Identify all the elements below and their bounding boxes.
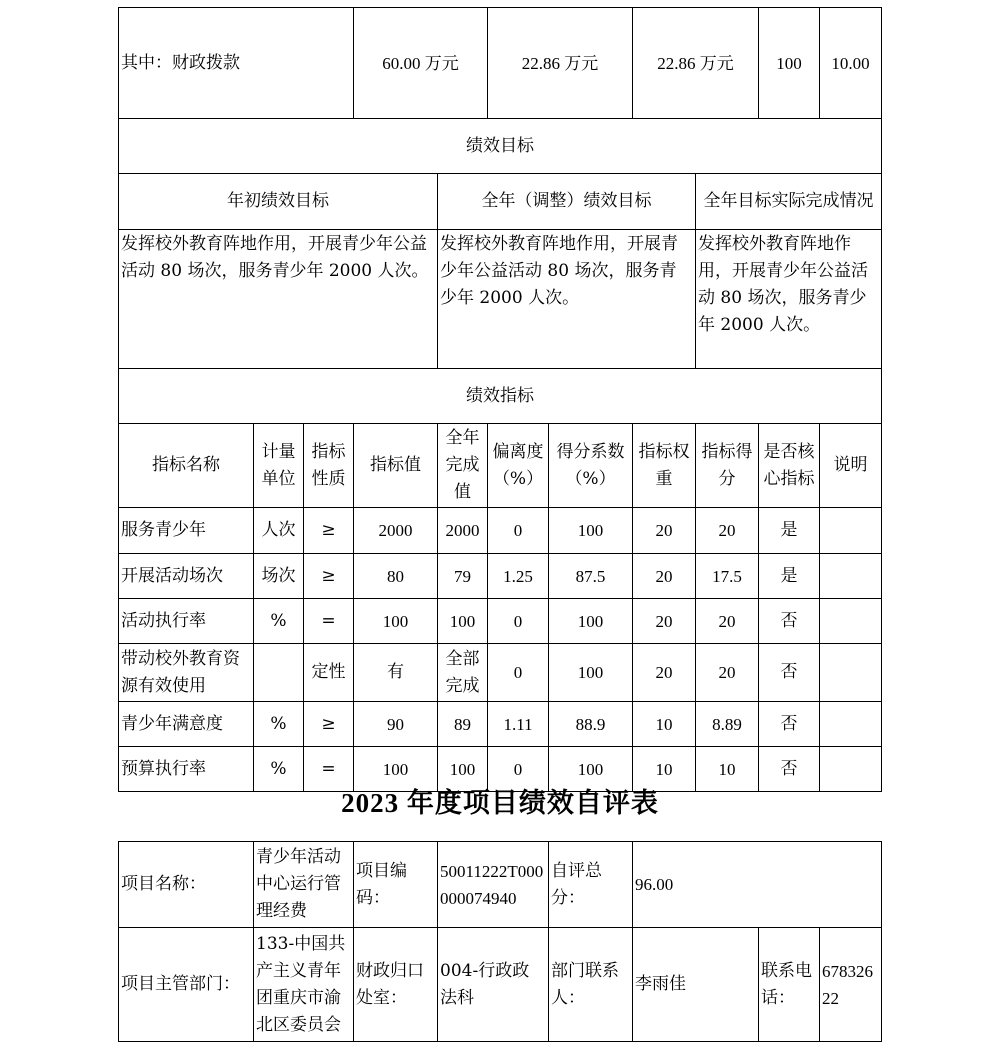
self-score-label: 自评总分： bbox=[549, 842, 633, 928]
indicator-score: 8.89 bbox=[696, 702, 759, 747]
header-core-indicator: 是否核心指标 bbox=[759, 424, 820, 508]
indicator-coefficient: 100 bbox=[549, 508, 633, 554]
indicator-actual: 100 bbox=[438, 599, 488, 644]
indicator-unit bbox=[254, 644, 304, 702]
goals-section-title: 绩效目标 bbox=[119, 119, 882, 174]
header-nature: 指标性质 bbox=[304, 424, 354, 508]
indicator-nature: ≥ bbox=[304, 702, 354, 747]
header-deviation: 偏离度（%） bbox=[488, 424, 549, 508]
indicator-deviation: 0 bbox=[488, 644, 549, 702]
phone-label: 联系电话： bbox=[759, 928, 820, 1042]
indicator-coefficient: 100 bbox=[549, 599, 633, 644]
phone-value: 67832622 bbox=[820, 928, 882, 1042]
indicator-actual: 2000 bbox=[438, 508, 488, 554]
table-row bbox=[119, 554, 882, 599]
indicator-is-core: 否 bbox=[759, 747, 820, 792]
indicator-remarks bbox=[820, 644, 882, 702]
indicator-is-core: 是 bbox=[759, 554, 820, 599]
indicator-target: 2000 bbox=[354, 508, 438, 554]
header-remarks: 说明 bbox=[820, 424, 882, 508]
indicator-actual: 89 bbox=[438, 702, 488, 747]
full-year-budget: 22.86 万元 bbox=[488, 8, 633, 119]
project-code-label: 项目编码： bbox=[354, 842, 438, 928]
indicator-nature: ≥ bbox=[304, 554, 354, 599]
funding-label: 其中：财政拨款 bbox=[119, 8, 354, 119]
page-title: 2023 年度项目绩效自评表 bbox=[341, 788, 659, 818]
indicator-unit: % bbox=[254, 702, 304, 747]
indicator-unit: % bbox=[254, 747, 304, 792]
indicator-remarks bbox=[820, 702, 882, 747]
goals-content-row bbox=[119, 230, 882, 369]
indicator-weight: 20 bbox=[633, 508, 696, 554]
indicator-unit: % bbox=[254, 599, 304, 644]
actual-completion-header: 全年目标实际完成情况 bbox=[696, 174, 882, 230]
indicator-is-core: 否 bbox=[759, 644, 820, 702]
project-name-value: 青少年活动中心运行管理经费 bbox=[254, 842, 354, 928]
indicator-is-core: 否 bbox=[759, 702, 820, 747]
indicator-deviation: 0 bbox=[488, 599, 549, 644]
indicator-name: 带动校外教育资源有效使用 bbox=[119, 644, 254, 702]
indicator-actual: 全部完成 bbox=[438, 644, 488, 702]
indicator-is-core: 是 bbox=[759, 508, 820, 554]
score-weight: 100 bbox=[759, 8, 820, 119]
indicator-is-core: 否 bbox=[759, 599, 820, 644]
table-row bbox=[119, 644, 882, 702]
indicator-deviation: 1.25 bbox=[488, 554, 549, 599]
project-name-label: 项目名称： bbox=[119, 842, 254, 928]
finance-office-label: 财政归口处室： bbox=[354, 928, 438, 1042]
indicator-name: 活动执行率 bbox=[119, 599, 254, 644]
indicator-weight: 20 bbox=[633, 599, 696, 644]
indicators-header-row bbox=[119, 424, 882, 508]
contact-value: 李雨佳 bbox=[633, 928, 759, 1042]
header-score-coefficient: 得分系数（%） bbox=[549, 424, 633, 508]
header-indicator-name: 指标名称 bbox=[119, 424, 254, 508]
header-unit: 计量单位 bbox=[254, 424, 304, 508]
indicator-nature: = bbox=[304, 747, 354, 792]
indicator-target: 90 bbox=[354, 702, 438, 747]
indicator-coefficient: 88.9 bbox=[549, 702, 633, 747]
goals-header-row bbox=[119, 174, 882, 230]
indicator-unit: 场次 bbox=[254, 554, 304, 599]
indicators-section-title: 绩效指标 bbox=[119, 369, 882, 424]
indicator-target: 100 bbox=[354, 599, 438, 644]
project-name-row bbox=[119, 842, 882, 928]
self-score-value: 96.00 bbox=[633, 842, 882, 928]
actual-completion-text: 发挥校外教育阵地作用，开展青少年公益活动 80 场次，服务青少年 2000 人次。 bbox=[696, 230, 882, 369]
indicator-actual: 79 bbox=[438, 554, 488, 599]
table-row bbox=[119, 702, 882, 747]
performance-table bbox=[118, 7, 882, 792]
project-info-table bbox=[118, 841, 882, 1042]
indicator-deviation: 0 bbox=[488, 747, 549, 792]
indicator-name: 预算执行率 bbox=[119, 747, 254, 792]
indicator-nature: = bbox=[304, 599, 354, 644]
indicator-deviation: 0 bbox=[488, 508, 549, 554]
adjusted-goal-text: 发挥校外教育阵地作用，开展青少年公益活动 80 场次，服务青少年 2000 人次。 bbox=[438, 230, 696, 369]
indicator-target: 80 bbox=[354, 554, 438, 599]
dept-label: 项目主管部门： bbox=[119, 928, 254, 1042]
indicators-title-row bbox=[119, 369, 882, 424]
indicator-actual: 100 bbox=[438, 747, 488, 792]
header-target-value: 指标值 bbox=[354, 424, 438, 508]
executed-amount: 22.86 万元 bbox=[633, 8, 759, 119]
header-weight: 指标权重 bbox=[633, 424, 696, 508]
table-row bbox=[119, 508, 882, 554]
indicator-score: 20 bbox=[696, 599, 759, 644]
indicator-nature: 定性 bbox=[304, 644, 354, 702]
indicator-weight: 10 bbox=[633, 702, 696, 747]
indicator-nature: ≥ bbox=[304, 508, 354, 554]
execution-rate: 10.00 bbox=[820, 8, 882, 119]
dept-value: 133-中国共产主义青年团重庆市渝北区委员会 bbox=[254, 928, 354, 1042]
table-row bbox=[119, 599, 882, 644]
header-actual-value: 全年完成值 bbox=[438, 424, 488, 508]
indicator-name: 开展活动场次 bbox=[119, 554, 254, 599]
funding-row bbox=[119, 8, 882, 119]
initial-goal-header: 年初绩效目标 bbox=[119, 174, 438, 230]
indicator-name: 青少年满意度 bbox=[119, 702, 254, 747]
annual-budget: 60.00 万元 bbox=[354, 8, 488, 119]
indicator-target: 100 bbox=[354, 747, 438, 792]
indicator-coefficient: 87.5 bbox=[549, 554, 633, 599]
indicator-coefficient: 100 bbox=[549, 747, 633, 792]
indicator-remarks bbox=[820, 554, 882, 599]
indicator-score: 17.5 bbox=[696, 554, 759, 599]
indicator-weight: 10 bbox=[633, 747, 696, 792]
indicator-deviation: 1.11 bbox=[488, 702, 549, 747]
project-code-value: 50011222T000000074940 bbox=[438, 842, 549, 928]
contact-label: 部门联系人： bbox=[549, 928, 633, 1042]
indicator-remarks bbox=[820, 599, 882, 644]
indicator-weight: 20 bbox=[633, 554, 696, 599]
indicator-weight: 20 bbox=[633, 644, 696, 702]
finance-office-value: 004-行政政法科 bbox=[438, 928, 549, 1042]
adjusted-goal-header: 全年（调整）绩效目标 bbox=[438, 174, 696, 230]
goals-title-row bbox=[119, 119, 882, 174]
indicator-target: 有 bbox=[354, 644, 438, 702]
indicator-unit: 人次 bbox=[254, 508, 304, 554]
indicator-score: 20 bbox=[696, 644, 759, 702]
initial-goal-text: 发挥校外教育阵地作用，开展青少年公益活动 80 场次，服务青少年 2000 人次。 bbox=[119, 230, 438, 369]
indicator-coefficient: 100 bbox=[549, 644, 633, 702]
indicator-score: 10 bbox=[696, 747, 759, 792]
header-score: 指标得分 bbox=[696, 424, 759, 508]
project-dept-row bbox=[119, 928, 882, 1042]
indicator-score: 20 bbox=[696, 508, 759, 554]
indicator-remarks bbox=[820, 508, 882, 554]
indicator-name: 服务青少年 bbox=[119, 508, 254, 554]
